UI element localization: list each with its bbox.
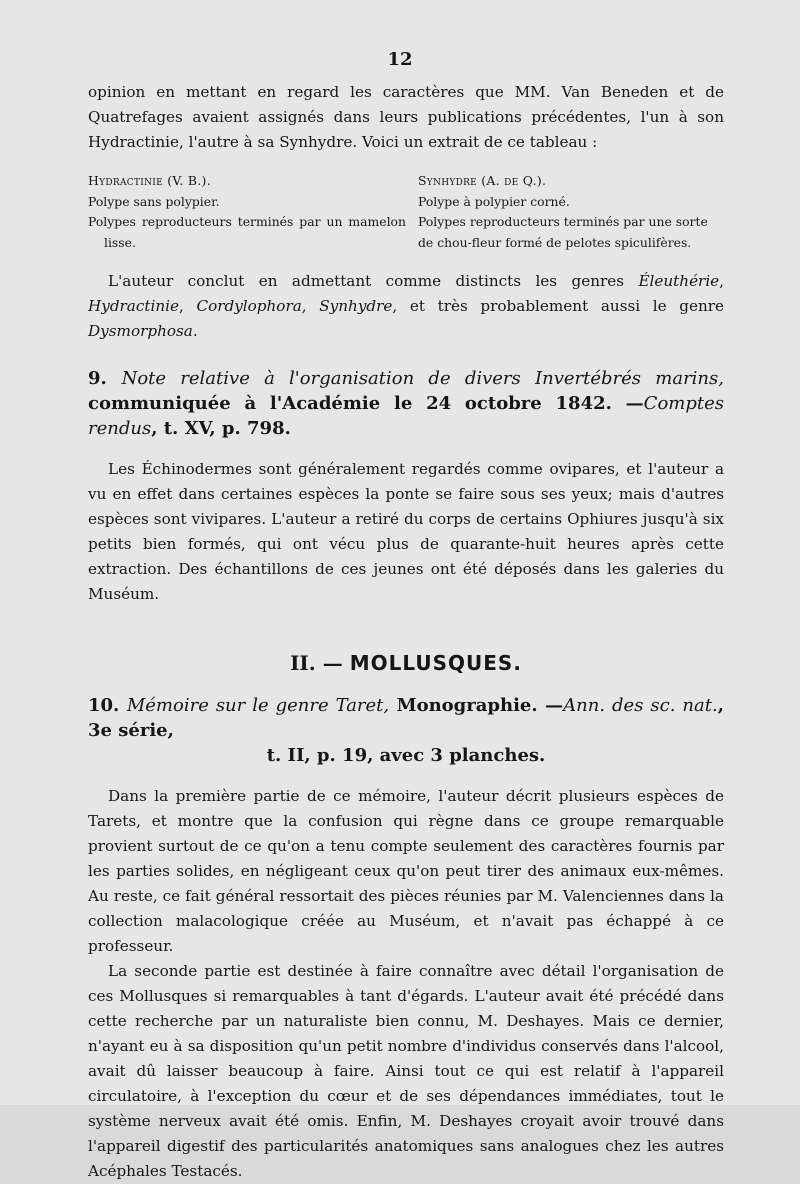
genus-dysmorphosa: Dysmorphosa [88, 322, 193, 340]
entry-9-text1: communiquée à l'Académie le 24 octobre 1842. — [88, 393, 644, 414]
entry-9-title-italic: Note relative à l'organisation de divers Invertébrés marins, [121, 368, 724, 389]
entry-10-title [88, 693, 724, 743]
comparison-left-line1: Polype sans polypier. [88, 193, 220, 209]
conclusion-separator: , [719, 272, 724, 290]
genus-hydractinia: Hydractinie [88, 297, 179, 315]
entry-10-paragraph-1: Dans la première partie de ce mémoire, l'auteur décrit plusieurs espèces de Tarets, et montre que la confusion qui règne dans ce groupe remarquable provient surtout de ce qu'on a tenu compte seulement des caractères fournis par les parties solides, en négligeant ceux qu'on peut tirer des animaux eux-mêmes. Au reste, ce fait général ressortait des pièces réunies par M. Valenciennes dans la collection malacologique créée au Muséum, et n'avait pas échappé à ce professeur. [88, 787, 724, 955]
conclusion-paragraph [88, 269, 724, 344]
genus-eleutheria: Éleuthérie [638, 272, 720, 290]
comparison-column-synhydre [418, 171, 724, 253]
entry-10-source: Ann. des sc. nat. [563, 695, 718, 716]
entry-9-source: Comptes rendus [88, 393, 724, 439]
comparison-right-line2b: de chou-fleur formé de pelotes spiculifères. [418, 234, 692, 250]
entry-9-body: Les Échinodermes sont généralement regardés comme ovipares, et l'auteur a vu en effet dans certaines espèces la ponte se faire sous ses yeux; mais d'autres espèces sont vivipares. L'auteur a retiré du corps de certains Ophiures jusqu'à six petits bien formés, qui ont vécu plus de quarante-huit heures après cette extraction. Des échantillons de ces jeunes ont été déposés dans les galeries du Muséum. [88, 460, 724, 603]
conclusion-separator: , [178, 297, 197, 315]
entry-10-paragraph-2: La seconde partie est destinée à faire connaître avec détail l'organisation de ces Mollusques si remarquables à tant d'égards. L'auteur avait été précédé dans cette recherche par un naturaliste bien connu, M. Deshayes. Mais ce dernier, n'ayant eu à sa disposition qu'un petit nombre d'individus conservés dans l'alcool, avait dû laisser beaucoup à faire. Ainsi tout ce qui est relatif à l'appareil circulatoire, à l'exception du cœur et de ses dépendances immédiates, tout le système nerveux avait été omis. Enfin, M. Deshayes croyait avoir trouvé dans l'appareil digestif des particularités anatomiques sans analogues chez les autres Acéphales Testacés. [88, 962, 724, 1180]
entry-10-number: 10. [88, 695, 120, 716]
comparison-right-line1: Polype à polypier corné. [418, 193, 570, 209]
section-title: MOLLUSQUES. [349, 651, 522, 675]
intro-paragraph: opinion en mettant en regard les caractères que MM. Van Beneden et de Quatrefages avaient assignés dans leurs publications précédentes, l'un à son Hydractinie, l'autre à sa Synhydre. Voici un extrait de ce tableau : [88, 83, 724, 151]
page-number: 12 [387, 49, 413, 70]
genus-synhydra: Synhydre [319, 297, 393, 315]
comparison-heading-right: Synhydre (A. de Q.). [418, 173, 547, 188]
entry-9-title [88, 366, 724, 441]
comparison-left-line2: Polypes reproducteurs terminés par un mamelon lisse. [88, 214, 406, 250]
comparison-heading-left: Hydractinie (V. B.). [88, 173, 211, 188]
page-content [88, 80, 724, 1184]
comparison-column-hydractinie [88, 171, 406, 253]
entry-9-number: 9. [88, 368, 107, 389]
comparison-right-line2a: Polypes reproducteurs terminés par une sorte [418, 214, 708, 229]
comparison-table [88, 171, 724, 253]
conclusion-text-middle: , et très probablement aussi le genre [392, 297, 725, 315]
genus-cordylophora: Cordylophora [196, 297, 302, 315]
entry-9-text2: , t. XV, p. 798. [151, 418, 291, 439]
entry-10-title-line2: t. II, p. 19, avec 3 planches. [266, 745, 546, 766]
section-heading [88, 651, 724, 675]
conclusion-text-end: . [192, 322, 198, 340]
conclusion-separator: , [301, 297, 320, 315]
entry-10-title-italic: Mémoire sur le genre Taret, [126, 695, 390, 716]
conclusion-text-before: L'auteur conclut en admettant comme distincts les genres [108, 272, 639, 290]
entry-10-text1: Monographie. — [389, 695, 564, 716]
entry-10-text2: , 3e série, [88, 695, 724, 741]
section-numeral: II. — [290, 651, 343, 675]
